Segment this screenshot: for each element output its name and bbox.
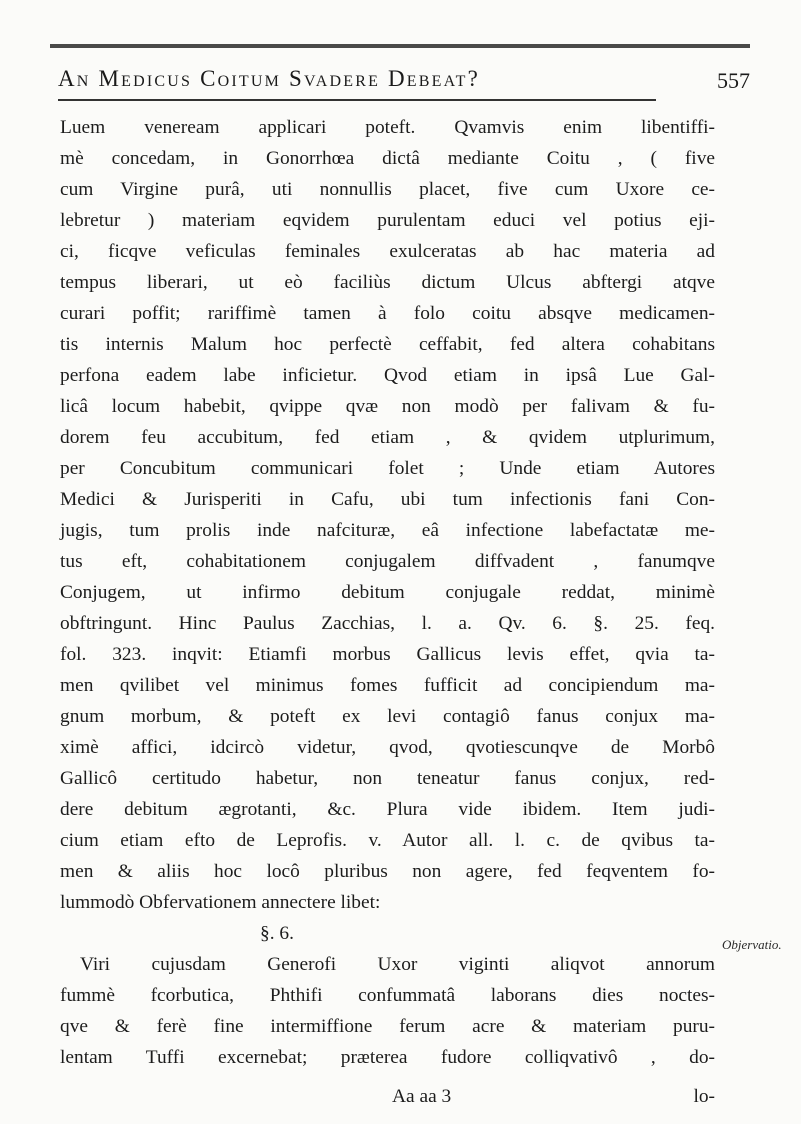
top-ornamental-rule bbox=[50, 44, 750, 48]
text-line: licâ locum habebit, qvippe qvæ non modò per falivam & fu- bbox=[60, 396, 715, 417]
footer-line bbox=[60, 1081, 715, 1112]
text-line: dere debitum ægrotanti, &c. Plura vide ibidem. Item judi- bbox=[60, 799, 715, 820]
text-line: lummodò Obfervationem annectere libet: bbox=[60, 892, 381, 913]
running-header bbox=[58, 66, 758, 96]
observation-line: fummè fcorbutica, Phthifi confummatâ laborans dies noctes- bbox=[60, 985, 715, 1006]
observation-line: qve & ferè fine intermiffione ferum acre & materiam puru- bbox=[60, 1016, 715, 1037]
section-mark: §. 6. bbox=[260, 923, 294, 944]
text-line: tus eft, cohabitationem conjugalem diffvadent , fanumqve bbox=[60, 551, 715, 572]
text-line: cium etiam efto de Leprofis. v. Autor all. l. c. de qvibus ta- bbox=[60, 830, 715, 851]
text-line: ximè affici, idcircò videtur, qvod, qvotiescunqve de Morbô bbox=[60, 737, 715, 758]
signature-mark: Aa aa 3 bbox=[392, 1086, 452, 1107]
text-line: per Concubitum communicari folet ; Unde etiam Autores bbox=[60, 458, 715, 479]
text-line: Medici & Jurisperiti in Cafu, ubi tum infectionis fani Con- bbox=[60, 489, 715, 510]
main-text-block bbox=[60, 112, 715, 1073]
marginal-note: Objervatio. bbox=[722, 937, 782, 952]
text-line: lebretur ) materiam eqvidem purulentam educi vel potius eji- bbox=[60, 210, 715, 231]
text-line: ci, ficqve veficulas feminales exulceratas ab hac materia ad bbox=[60, 241, 715, 262]
header-rule bbox=[58, 99, 656, 101]
observation-line: Viri cujusdam Generofi Uxor viginti aliqvot annorum bbox=[80, 954, 715, 975]
text-line: dorem feu accubitum, fed etiam , & qvidem utplurimum, bbox=[60, 427, 715, 448]
text-line: Conjugem, ut infirmo debitum conjugale reddat, minimè bbox=[60, 582, 715, 603]
text-line: tempus liberari, ut eò faciliùs dictum Ulcus abftergi atqve bbox=[60, 272, 715, 293]
text-line: men qvilibet vel minimus fomes fufficit ad concipiendum ma- bbox=[60, 675, 715, 696]
text-line: obftringunt. Hinc Paulus Zacchias, l. a. Qv. 6. §. 25. feq. bbox=[60, 613, 715, 634]
text-line: Luem veneream applicari poteft. Qvamvis enim libentiffi- bbox=[60, 117, 715, 138]
running-title: An Medicus Coitum Svadere Debeat? bbox=[58, 66, 480, 91]
text-line: curari poffit; rariffimè tamen à folo coitu absqve medicamen- bbox=[60, 303, 715, 324]
catchword: lo- bbox=[693, 1086, 715, 1107]
text-line: tis internis Malum hoc perfectè ceffabit, fed altera cohabitans bbox=[60, 334, 715, 355]
text-line: perfona eadem labe inficietur. Qvod etiam in ipsâ Lue Gal- bbox=[60, 365, 715, 386]
text-line: cum Virgine purâ, uti nonnullis placet, five cum Uxore ce- bbox=[60, 179, 715, 200]
text-line: fol. 323. inqvit: Etiamfi morbus Gallicus levis effet, qvia ta- bbox=[60, 644, 715, 665]
text-line: gnum morbum, & poteft ex levi contagiô fanus conjux ma- bbox=[60, 706, 715, 727]
text-line: mè concedam, in Gonorrhœa dictâ mediante Coitu , ( five bbox=[60, 148, 715, 169]
page-number: 557 bbox=[717, 68, 750, 93]
text-line: Gallicô certitudo habetur, non teneatur fanus conjux, red- bbox=[60, 768, 715, 789]
text-line: jugis, tum prolis inde nafcituræ, eâ infectione labefactatæ me- bbox=[60, 520, 715, 541]
observation-line: lentam Tuffi excernebat; præterea fudore colliqvativô , do- bbox=[60, 1047, 715, 1068]
text-line: men & aliis hoc locô pluribus non agere, fed feqventem fo- bbox=[60, 861, 715, 882]
